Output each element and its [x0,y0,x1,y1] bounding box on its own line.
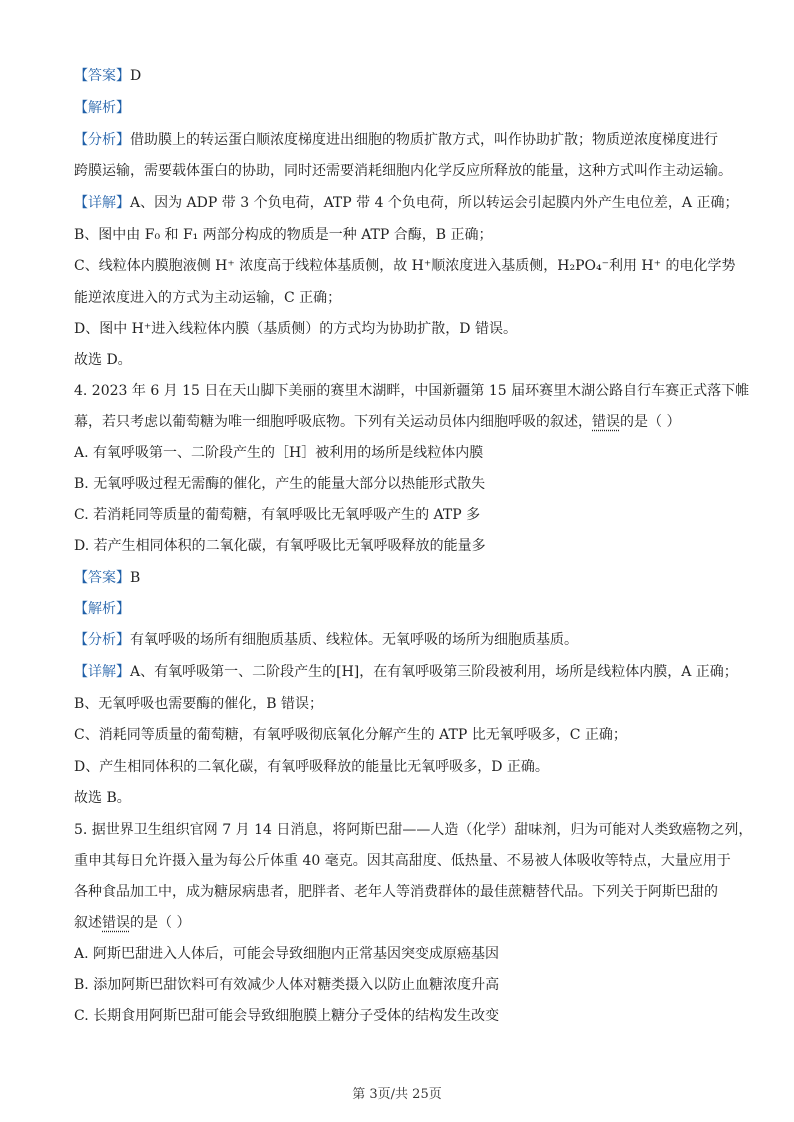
q3-fenxi-line1 [74,130,724,150]
fenxi-tag: 【分析】 [74,132,130,148]
analysis-tag: 【解析】 [74,601,130,617]
answer-tag: 【答案】 [74,68,130,84]
q4-option-c: C. 若消耗同等质量的葡萄糖，有氧呼吸比无氧呼吸产生的 ATP 多 [74,507,481,523]
xiangjie-text: A、因为 ADP 带 3 个负电荷，ATP 带 4 个负电荷，所以转运会引起膜内外产生电位差，A 正确； [130,195,739,211]
q3-conclusion: 故选 D。 [74,352,132,368]
q3-answer-line [74,66,724,86]
xiangjie-tag: 【详解】 [74,664,130,680]
q4-emphasis: 错误 [592,414,620,430]
q5-stem-tail: 的是（ ） [130,915,191,931]
xiangjie-tag: 【详解】 [74,195,130,211]
analysis-tag: 【解析】 [74,100,130,116]
q4-option-b: B. 无氧呼吸过程无需酶的催化，产生的能量大部分以热能形式散失 [74,476,486,492]
q4-answer-line [74,568,724,588]
q4-analysis-tag [74,599,724,619]
q3-analysis-tag [74,98,724,118]
q4-conclusion: 故选 B。 [74,790,131,806]
fenxi-text: 有氧呼吸的场所有细胞质基质、线粒体。无氧呼吸的场所为细胞质基质。 [130,632,578,648]
q4-option-a: A. 有氧呼吸第一、二阶段产生的［H］被利用的场所是线粒体内膜 [74,445,484,461]
q5-stem-text: 叙述 [74,915,102,931]
q4-stem-tail: 的是（ ） [620,414,681,430]
q5-option-b: B. 添加阿斯巴甜饮料可有效减少人体对糖类摄入以防止血糖浓度升高 [74,977,500,993]
q4-xiangjie-a [74,662,738,682]
xiangjie-text: A、有氧呼吸第一、二阶段产生的[H]，在有氧呼吸第三阶段被利用，场所是线粒体内膜，A 正确； [130,664,738,680]
q4-option-d: D. 若产生相同体积的二氧化碳，有氧呼吸比无氧呼吸释放的能量多 [74,538,486,554]
q5-stem-line2: 重申其每日允许摄入量为每公斤体重 40 毫克。因其高甜度、低热量、不易被人体吸收等特点，大量应用于 [74,853,731,869]
page-number: 第 3页/共 25页 [352,1087,442,1102]
answer-value: B [130,570,141,586]
q3-explain-b: B、图中由 F₀ 和 F₁ 两部分构成的物质是一种 ATP 合酶，B 正确； [74,227,493,243]
q3-explain-d: D、图中 H⁺进入线粒体内膜（基质侧）的方式均为协助扩散，D 错误。 [74,321,517,337]
q4-explain-b: B、无氧呼吸也需要酶的催化，B 错误； [74,696,324,712]
q3-xiangjie-a [74,193,739,213]
q4-stem-text: 幕，若只考虑以葡萄糖为唯一细胞呼吸底物。下列有关运动员体内细胞呼吸的叙述， [74,414,592,430]
q4-explain-d: D、产生相同体积的二氧化碳，有氧呼吸释放的能量比无氧呼吸多，D 正确。 [74,759,549,775]
q5-option-c: C. 长期食用阿斯巴甜可能会导致细胞膜上糖分子受体的结构发生改变 [74,1008,500,1024]
q5-stem-line1: 5. 据世界卫生组织官网 7 月 14 日消息，将阿斯巴甜——人造（化学）甜味剂，归为可能对人类致癌物之列， [74,822,753,838]
q5-stem-line4 [74,913,724,933]
q3-explain-c2: 能逆浓度进入的方式为主动运输，C 正确； [74,290,342,306]
fenxi-text: 借助膜上的转运蛋白顺浓度梯度进出细胞的物质扩散方式，叫作协助扩散；物质逆浓度梯度进行 [130,132,718,148]
answer-tag: 【答案】 [74,570,130,586]
q5-stem-line3: 各种食品加工中，成为糖尿病患者，肥胖者、老年人等消费群体的最佳蔗糖替代品。下列关于阿斯巴甜的 [74,884,718,900]
q4-explain-c: C、消耗同等质量的葡萄糖，有氧呼吸彻底氧化分解产生的 ATP 比无氧呼吸多，C 正确； [74,727,627,743]
answer-value: D [130,68,142,84]
q3-fenxi-line2: 跨膜运输，需要载体蛋白的协助，同时还需要消耗细胞内化学反应所释放的能量，这种方式叫作主动运输。 [74,163,732,179]
q4-fenxi [74,630,724,650]
q5-option-a: A. 阿斯巴甜进入人体后，可能会导致细胞内正常基因突变成原癌基因 [74,946,500,962]
q3-explain-c1: C、线粒体内膜胞液侧 H⁺ 浓度高于线粒体基质侧，故 H⁺顺浓度进入基质侧，H₂PO₄⁻利用 H⁺ 的电化学势 [74,258,736,274]
q4-stem-line1: 4. 2023 年 6 月 15 日在天山脚下美丽的赛里木湖畔，中国新疆第 15 届环赛里木湖公路自行车赛正式落下帷 [74,383,750,399]
q5-emphasis: 错误 [102,915,130,931]
q4-stem-line2 [74,412,724,432]
fenxi-tag: 【分析】 [74,632,130,648]
